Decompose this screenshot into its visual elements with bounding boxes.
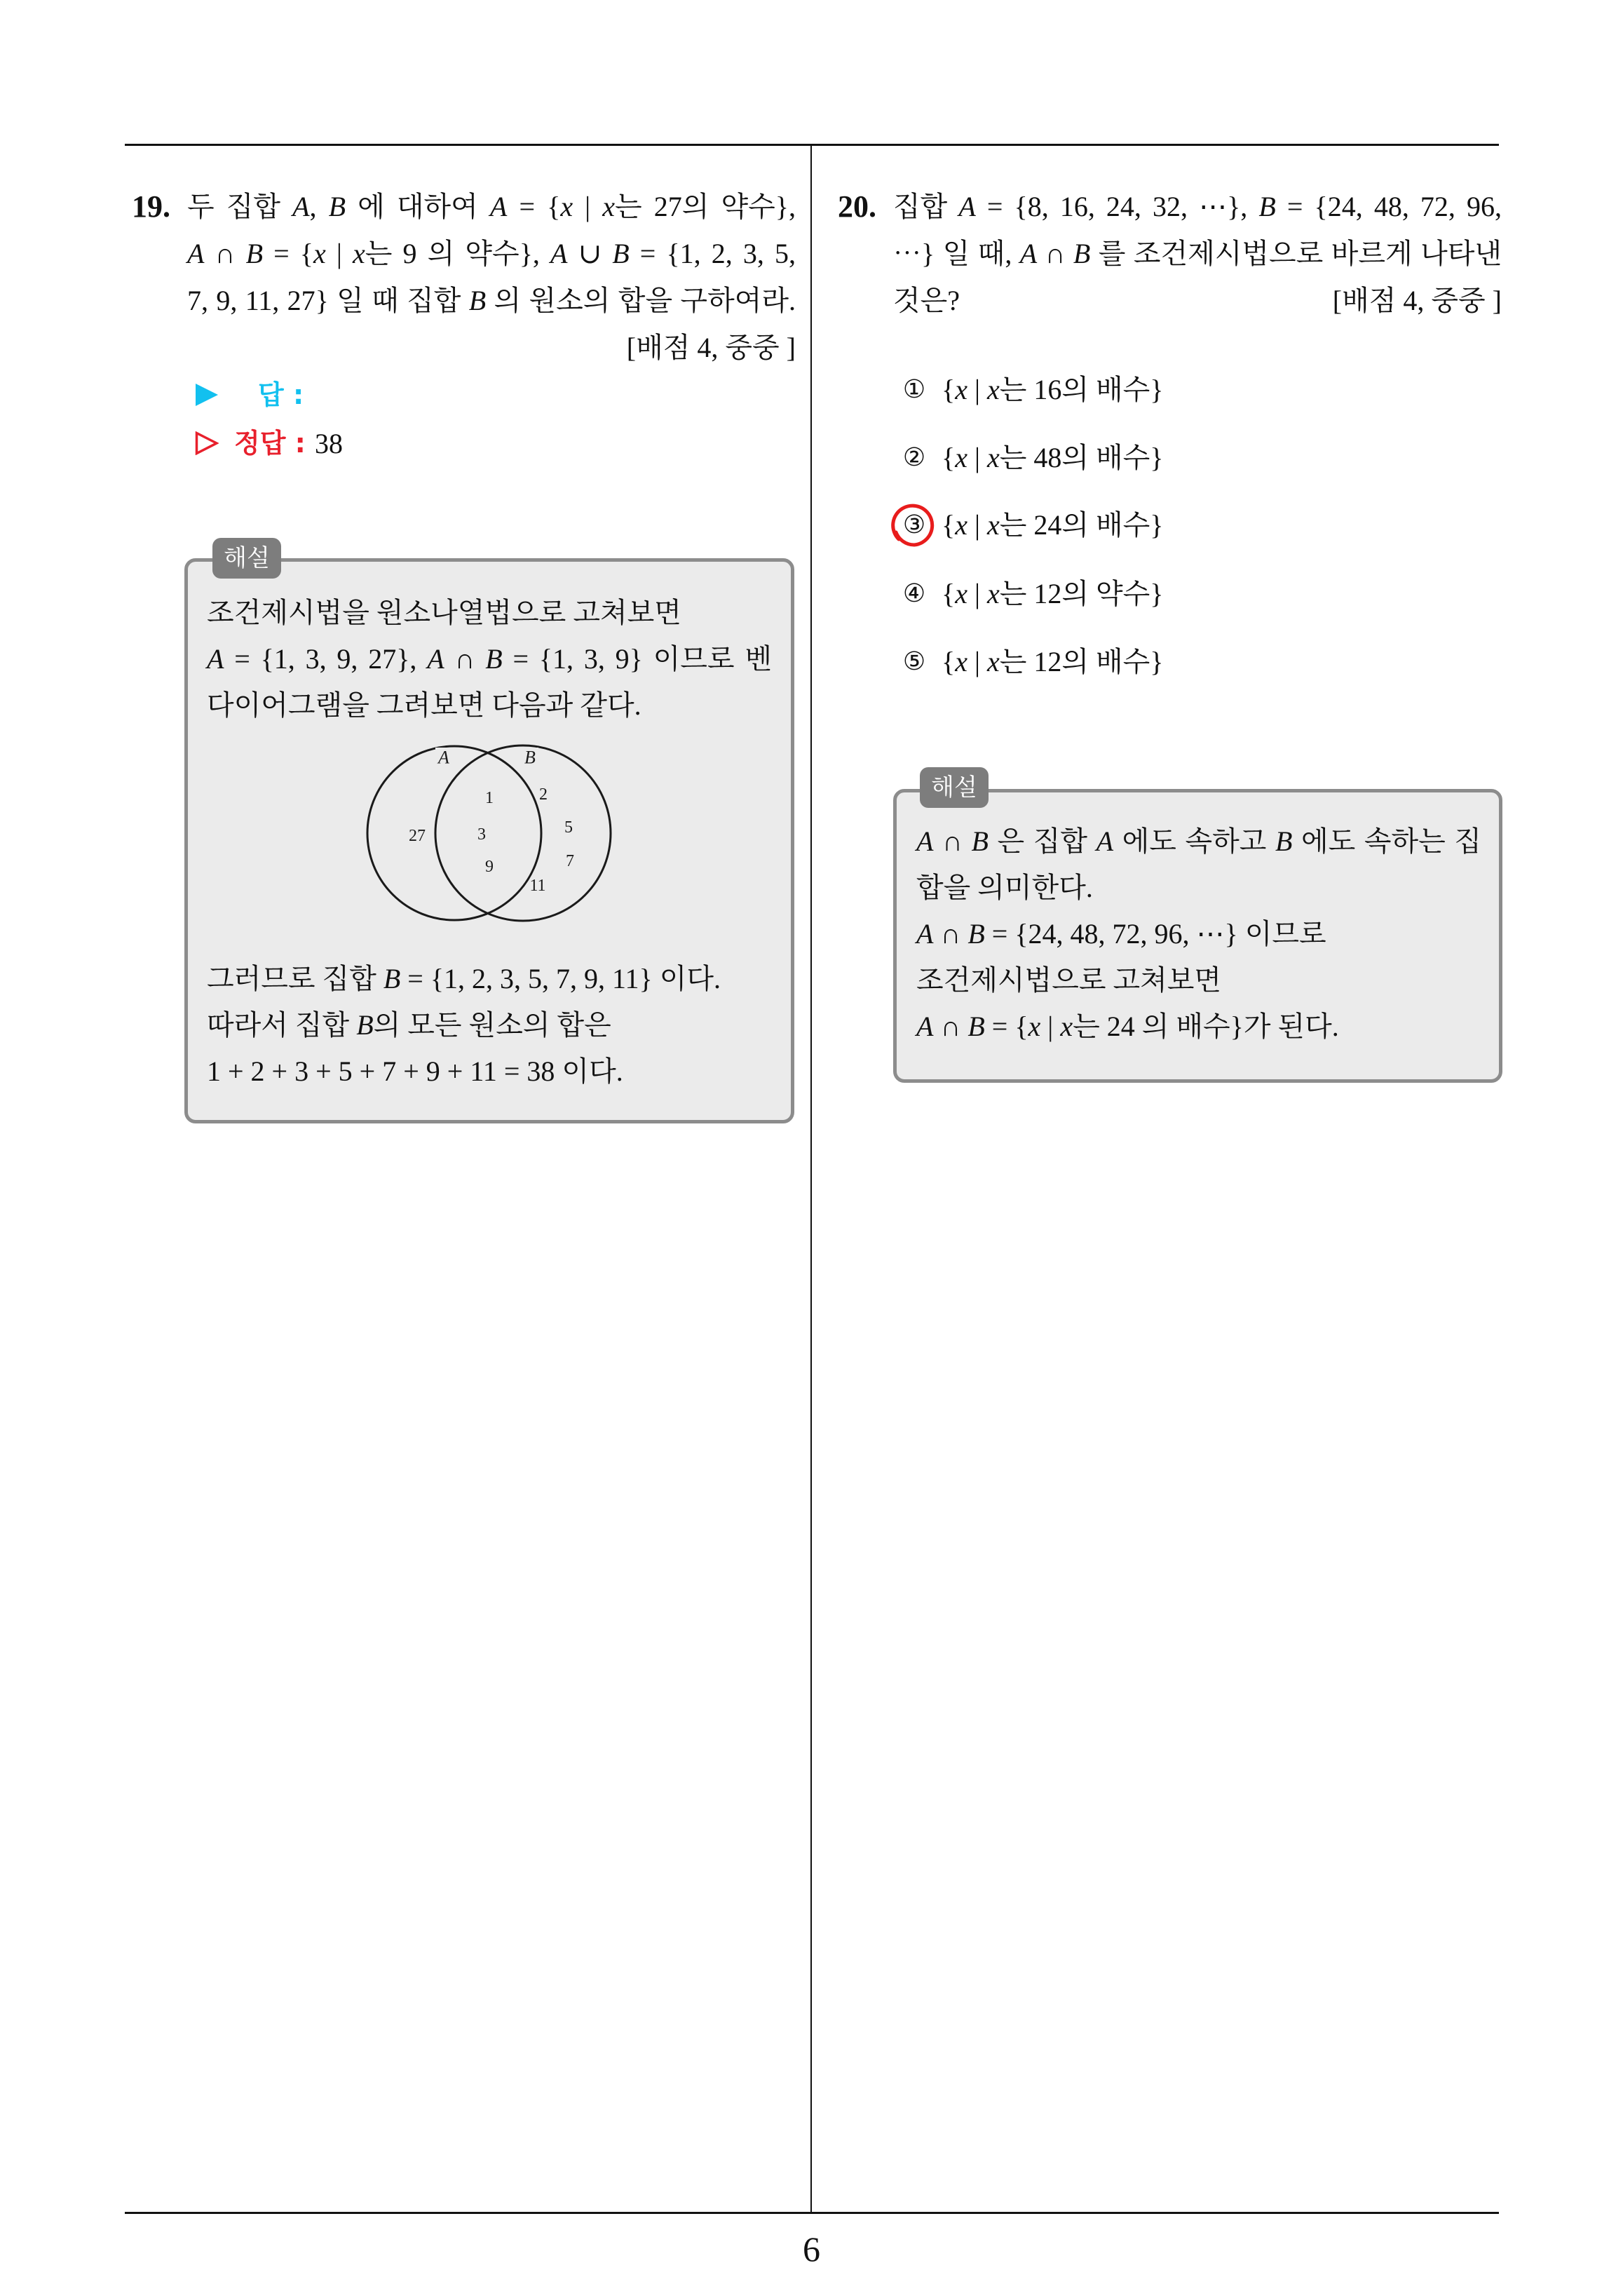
venn-element: 1	[485, 789, 494, 807]
question-line: 것은?	[893, 285, 960, 316]
question-line: A ∩ B = {x | x는 9 의 약수}, A ∪ B = {1, 2, 3, 5,	[187, 238, 796, 269]
choice-text: {x | x는 12의 배수}	[942, 646, 1164, 677]
venn-element: 5	[564, 818, 573, 837]
solution-line: 그러므로 집합 B = {1, 2, 3, 5, 7, 9, 11} 이다.	[207, 963, 721, 994]
answer-arrow-icon	[195, 383, 219, 407]
venn-element: 9	[485, 858, 494, 876]
venn-element: 2	[539, 785, 548, 804]
solution-box	[184, 558, 794, 1123]
set-b-circle	[435, 745, 611, 921]
solution-tag: 해설	[212, 538, 281, 579]
solution-line: 합을 의미한다.	[916, 872, 1093, 903]
choice-text: {x | x는 16의 배수}	[942, 374, 1164, 405]
question-line: 집합 A = {8, 16, 24, 32, ⋯}, B = {24, 48, 72, 96,	[893, 191, 1502, 222]
choice-marker: ③	[902, 511, 926, 539]
bottom-rule	[125, 2212, 1499, 2214]
choice-marker: ②	[902, 443, 926, 472]
solution-line: 조건제시법을 원소나열법으로 고쳐보면	[207, 597, 681, 628]
set-b-label: B	[524, 747, 536, 768]
question-line: 두 집합 A, B 에 대하여 A = {x | x는 27의 약수},	[187, 191, 796, 222]
choice-text: {x | x는 48의 배수}	[942, 442, 1164, 473]
choice-marker: ①	[902, 375, 926, 404]
column-divider	[810, 144, 812, 2213]
question-number: 20.	[838, 189, 876, 224]
venn-element: 27	[409, 827, 426, 845]
answer-row	[195, 372, 475, 419]
choice-1	[899, 366, 1390, 413]
answer-label: 답 :	[258, 379, 304, 410]
score-label: [배점 4, 중중 ]	[1332, 285, 1502, 316]
solution-line: 조건제시법으로 고쳐보면	[916, 964, 1222, 996]
correct-answer-row	[195, 420, 475, 467]
venn-element: 7	[566, 852, 574, 870]
choice-marker: ④	[902, 579, 926, 608]
choice-3	[899, 501, 1390, 548]
solution-line: A ∩ B 은 집합 A 에도 속하고 B 에도 속하는 집	[916, 825, 1482, 857]
question-line-with-score	[893, 277, 1502, 324]
question-line: 7, 9, 11, 27} 일 때 집합 B 의 원소의 합을 구하여라.	[187, 285, 796, 316]
solution-tag: 해설	[920, 767, 989, 808]
question-line: ⋯} 일 때, A ∩ B 를 조건제시법으로 바르게 나타낸	[893, 238, 1502, 269]
question-text	[893, 183, 1502, 324]
venn-element: 3	[477, 825, 486, 844]
solution-text	[916, 818, 1481, 1050]
choice-5	[899, 638, 1390, 685]
choice-text: {x | x는 24의 배수}	[942, 509, 1164, 541]
top-rule	[125, 144, 1499, 146]
solution-text	[207, 956, 772, 1095]
choice-marker: ⑤	[902, 647, 926, 676]
set-a-label: A	[438, 747, 449, 768]
solution-line: A ∩ B = {x | x는 24 의 배수}가 된다.	[916, 1011, 1339, 1042]
choice-2	[899, 434, 1390, 481]
set-a-circle	[367, 746, 541, 920]
solution-box	[893, 789, 1502, 1083]
solution-text	[207, 590, 772, 729]
choice-text: {x | x는 12의 약수}	[942, 578, 1164, 609]
solution-line: 따라서 집합 B의 모든 원소의 합은	[207, 1009, 611, 1041]
question-number: 19.	[132, 189, 170, 224]
choice-4	[899, 570, 1390, 617]
correct-answer-value: 38	[315, 428, 343, 459]
correct-answer-label: 정답 :	[234, 428, 306, 459]
score-label: [배점 4, 중중 ]	[626, 332, 796, 363]
solution-line: A ∩ B = {24, 48, 72, 96, ⋯} 이므로	[916, 918, 1326, 950]
solution-line: A = {1, 3, 9, 27}, A ∩ B = {1, 3, 9} 이므로 벤	[207, 643, 772, 675]
venn-element: 11	[529, 877, 546, 895]
solution-line: 다이어그램을 그려보면 다음과 같다.	[207, 689, 641, 721]
solution-line: 1 + 2 + 3 + 5 + 7 + 9 + 11 = 38 이다.	[207, 1055, 623, 1087]
page-number: 6	[803, 2229, 820, 2269]
venn-diagram	[351, 736, 645, 933]
question-text	[187, 183, 796, 371]
correct-arrow-icon	[195, 431, 219, 455]
